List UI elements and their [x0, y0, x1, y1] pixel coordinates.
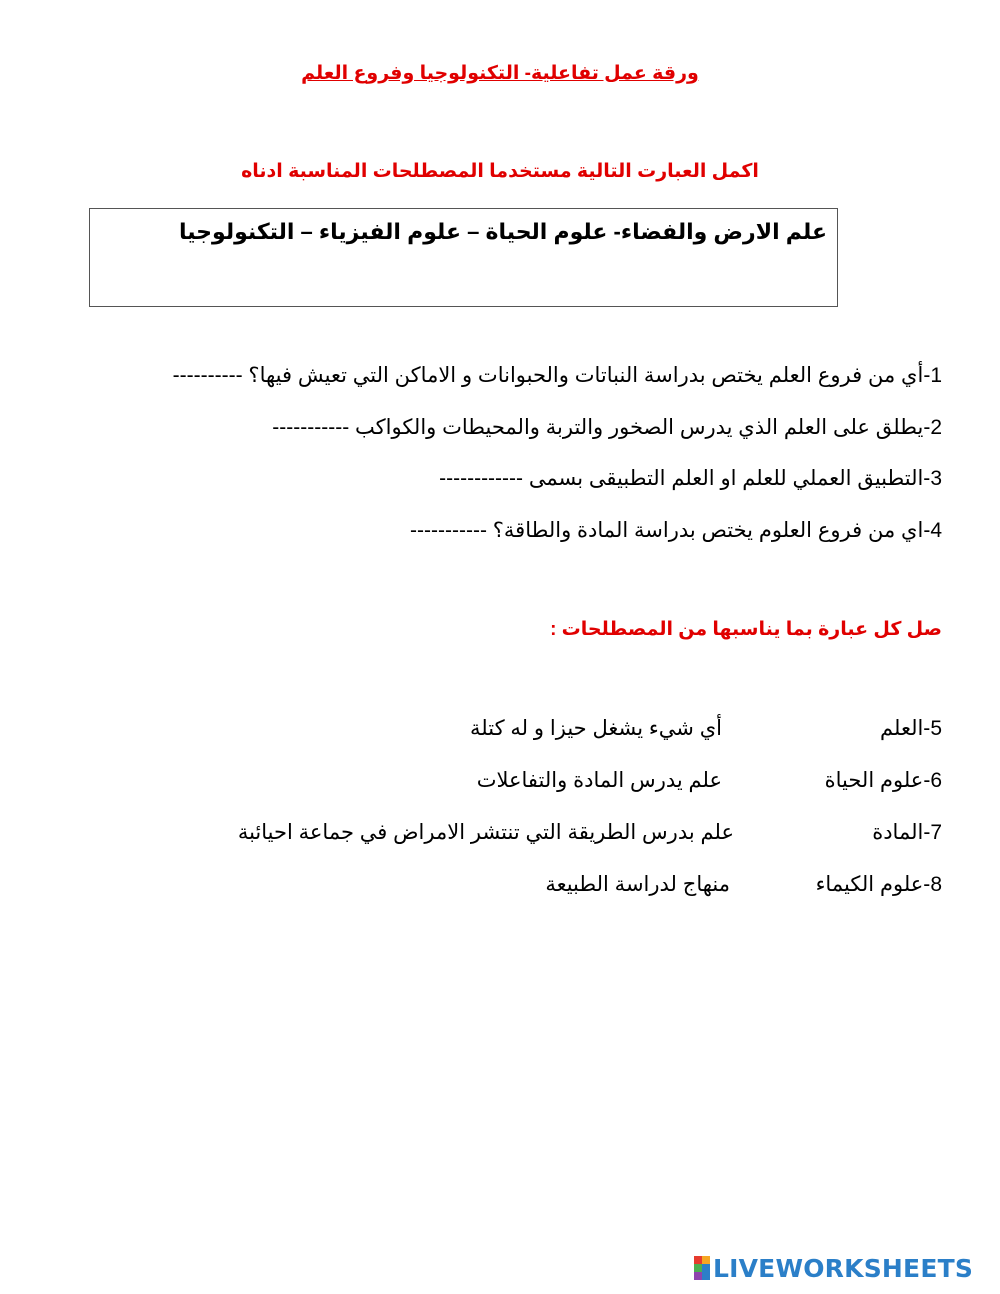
liveworksheets-logo [694, 1253, 973, 1283]
matching-title: صل كل عبارة بما يناسبها من المصطلحات : [550, 619, 942, 640]
fill-in-instruction: اكمل العبارت التالية مستخدما المصطلحات المناسبة ادناه [241, 161, 759, 182]
match-definition-6: علم يدرس المادة والتفاعلات [476, 769, 722, 792]
match-definition-8: منهاج لدراسة الطبيعة [545, 873, 730, 896]
match-term-5: 5-العلم [880, 717, 942, 740]
word-bank-terms: علم الارض والفضاء- علوم الحياة – علوم الفيزياء – التكنولوجيا [178, 219, 827, 244]
match-definition-7: علم بدرس الطريقة التي تنتشر الامراض في جماعة احيائبة [237, 821, 734, 844]
question-4: 4-اي من فروع العلوم يختص بدراسة المادة والطاقة؟ ----------- [410, 519, 942, 542]
worksheet-title: ورقة عمل تفاعلية- التكنولوجيا وفروع العلم [301, 63, 699, 84]
question-3: 3-التطبيق العملي للعلم او العلم التطبيقى بسمى ------------ [439, 467, 942, 490]
match-term-6: 6-علوم الحياة [824, 769, 942, 792]
match-definition-5: أي شيء يشغل حيزا و له كتلة [470, 717, 722, 740]
question-1: 1-أي من فروع العلم يختص بدراسة النباتات والحبوانات و الاماكن التي تعيش فيها؟ ---------- [172, 364, 942, 387]
word-bank-box [89, 208, 838, 307]
match-term-7: 7-المادة [872, 821, 942, 844]
liveworksheets-logo-icon [694, 1256, 710, 1280]
match-term-8: 8-علوم الكيماء [815, 873, 942, 896]
liveworksheets-logo-text: LIVEWORKSHEETS [713, 1253, 974, 1283]
question-2: 2-يطلق على العلم الذي يدرس الصخور والتربة والمحيطات والكواكب ----------- [272, 416, 942, 439]
